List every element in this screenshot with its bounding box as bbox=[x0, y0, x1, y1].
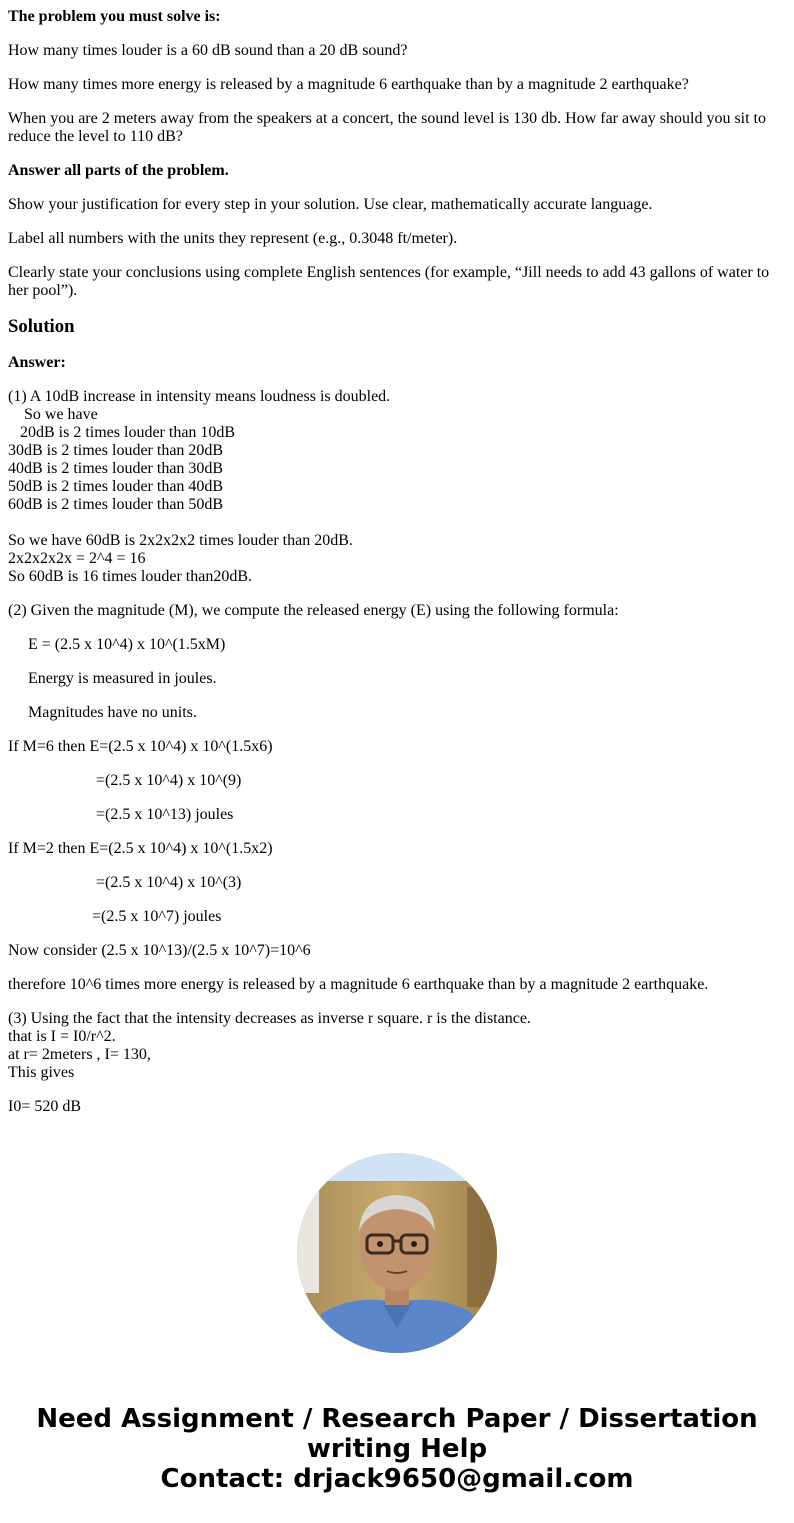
part2-intro: (2) Given the magnitude (M), we compute the released energy (E) using the following formula: bbox=[8, 602, 619, 619]
part3-result: I0= 520 dB bbox=[8, 1098, 82, 1115]
part1-block bbox=[8, 388, 786, 586]
part3-line: This gives bbox=[8, 1064, 75, 1081]
part1-line: (1) A 10dB increase in intensity means loudness is doubled. bbox=[8, 388, 391, 405]
footer-line-2: writing Help bbox=[306, 1434, 488, 1464]
part1-line: 30dB is 2 times louder than 20dB bbox=[8, 442, 224, 459]
part1-conclusion-line: So we have 60dB is 2x2x2x2 times louder than 20dB. bbox=[8, 532, 353, 549]
part1-conclusion-line: So 60dB is 16 times louder than20dB. bbox=[8, 568, 252, 585]
m2-step-3: =(2.5 x 10^7) joules bbox=[8, 908, 222, 925]
part3-line: (3) Using the fact that the intensity decreases as inverse r square. r is the distance. bbox=[8, 1010, 531, 1027]
instruction-justification: Show your justification for every step in your solution. Use clear, mathematically accurate language. bbox=[8, 196, 653, 213]
author-portrait bbox=[297, 1153, 497, 1353]
question-2: How many times more energy is released by a magnitude 6 earthquake than by a magnitude 2 earthquake? bbox=[8, 76, 689, 93]
energy-formula: E = (2.5 x 10^4) x 10^(1.5xM) bbox=[8, 636, 226, 653]
energy-units-note: Energy is measured in joules. bbox=[8, 670, 217, 687]
m2-step-2: =(2.5 x 10^4) x 10^(3) bbox=[8, 874, 242, 891]
m6-step-2: =(2.5 x 10^4) x 10^(9) bbox=[8, 772, 242, 789]
problem-heading: The problem you must solve is: bbox=[8, 8, 221, 25]
part3-block bbox=[8, 1010, 786, 1082]
m6-step-3: =(2.5 x 10^13) joules bbox=[8, 806, 234, 823]
part1-line: 20dB is 2 times louder than 10dB bbox=[8, 424, 236, 441]
instruction-units: Label all numbers with the units they represent (e.g., 0.3048 ft/meter). bbox=[8, 230, 458, 247]
answer-all-note: Answer all parts of the problem. bbox=[8, 162, 229, 179]
answer-label: Answer: bbox=[8, 354, 66, 371]
energy-ratio: Now consider (2.5 x 10^13)/(2.5 x 10^7)=10^6 bbox=[8, 942, 311, 959]
part3-line: at r= 2meters , I= 130, bbox=[8, 1046, 151, 1063]
part3-line: that is I = I0/r^2. bbox=[8, 1028, 116, 1045]
part1-line: 40dB is 2 times louder than 30dB bbox=[8, 460, 224, 477]
question-3: When you are 2 meters away from the speakers at a concert, the sound level is 130 db. How far away should you sit to reduce the level to 110 dB? bbox=[8, 110, 766, 145]
part2-conclusion: therefore 10^6 times more energy is released by a magnitude 6 earthquake than by a magnitude 2 earthquake. bbox=[8, 976, 709, 993]
m2-step-1: If M=2 then E=(2.5 x 10^4) x 10^(1.5x2) bbox=[8, 840, 273, 857]
footer-contact: Contact: drjack9650@gmail.com bbox=[160, 1464, 634, 1494]
part1-line: 50dB is 2 times louder than 40dB bbox=[8, 478, 224, 495]
footer-line-1: Need Assignment / Research Paper / Dissertation bbox=[36, 1404, 758, 1434]
footer-banner bbox=[0, 1404, 794, 1494]
m6-step-1: If M=6 then E=(2.5 x 10^4) x 10^(1.5x6) bbox=[8, 738, 273, 755]
part1-line: So we have bbox=[8, 406, 98, 423]
magnitude-units-note: Magnitudes have no units. bbox=[8, 704, 197, 721]
instruction-conclusions: Clearly state your conclusions using complete English sentences (for example, “Jill needs to add 43 gallons of water to her pool”). bbox=[8, 264, 770, 299]
author-avatar bbox=[297, 1153, 497, 1353]
document-body bbox=[8, 8, 786, 1132]
question-1: How many times louder is a 60 dB sound than a 20 dB sound? bbox=[8, 42, 408, 59]
part1-line: 60dB is 2 times louder than 50dB bbox=[8, 496, 224, 513]
part1-conclusion-line: 2x2x2x2x = 2^4 = 16 bbox=[8, 550, 146, 567]
spacer-line bbox=[8, 514, 786, 532]
solution-heading: Solution bbox=[8, 316, 75, 337]
